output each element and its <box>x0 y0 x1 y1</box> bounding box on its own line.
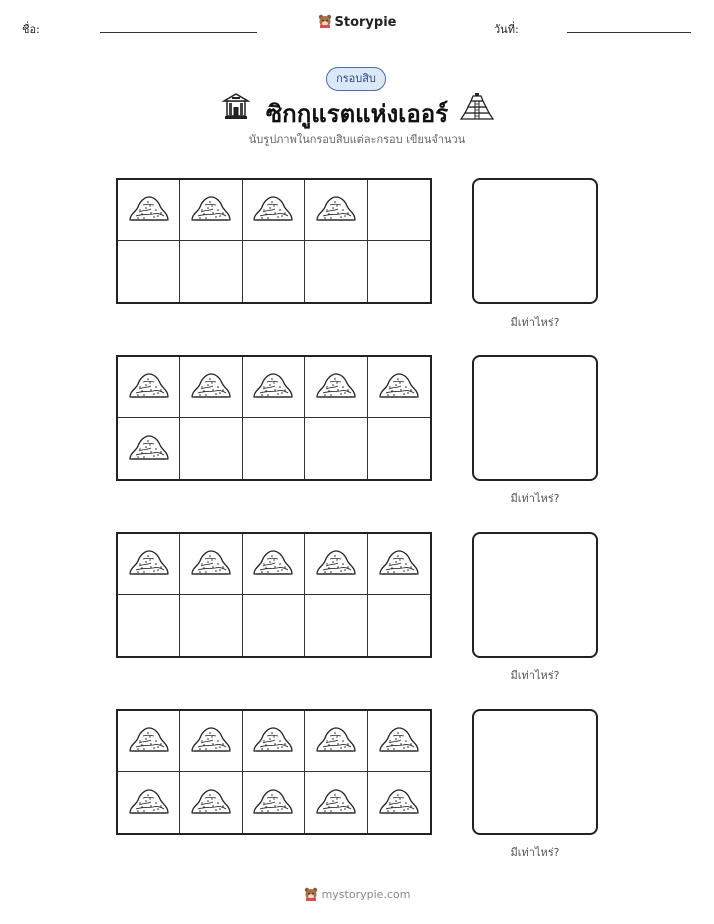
name-label: ชื่อ: <box>22 23 40 36</box>
frame-cell <box>180 180 242 241</box>
frame-cell <box>243 534 305 595</box>
frame-cell <box>305 772 367 833</box>
sand-pile-icon <box>377 785 421 821</box>
frame-cell <box>368 534 430 595</box>
frame-cell <box>368 418 430 479</box>
answer-box-2[interactable] <box>472 355 598 481</box>
sand-pile-icon <box>377 723 421 759</box>
sand-pile-icon <box>314 546 358 582</box>
date-line[interactable] <box>567 32 691 33</box>
frame-cell <box>305 711 367 772</box>
sand-pile-icon <box>189 546 233 582</box>
footer <box>0 887 714 901</box>
sand-pile-icon <box>127 192 171 228</box>
ten-frame-4 <box>116 709 432 835</box>
sand-pile-icon <box>251 785 295 821</box>
frame-cell <box>243 772 305 833</box>
frame-cell <box>368 711 430 772</box>
sand-pile-icon <box>251 546 295 582</box>
frame-cell <box>243 241 305 302</box>
sand-pile-icon <box>251 369 295 405</box>
frame-cell <box>243 357 305 418</box>
sand-pile-icon <box>189 723 233 759</box>
question-label-3: มีเท่าไหร่? <box>510 669 560 682</box>
frame-cell <box>118 241 180 302</box>
sand-pile-icon <box>251 723 295 759</box>
frame-cell <box>180 711 242 772</box>
frame-cell <box>243 711 305 772</box>
bear-logo-icon <box>318 14 332 28</box>
sand-pile-icon <box>251 192 295 228</box>
sand-pile-icon <box>314 723 358 759</box>
answer-box-1[interactable] <box>472 178 598 304</box>
frame-cell <box>243 418 305 479</box>
frame-cell <box>180 534 242 595</box>
question-label-1: มีเท่าไหร่? <box>510 316 560 329</box>
frame-cell <box>368 772 430 833</box>
frame-cell <box>180 241 242 302</box>
frame-cell <box>305 418 367 479</box>
frame-cell <box>118 595 180 656</box>
sand-pile-icon <box>314 369 358 405</box>
brand-logo <box>0 14 714 30</box>
frame-cell <box>118 711 180 772</box>
frame-cell <box>180 772 242 833</box>
answer-box-3[interactable] <box>472 532 598 658</box>
page-title: ซิกกูแรตแห่งเออร์ <box>265 100 449 128</box>
frame-cell <box>305 357 367 418</box>
instructions: นับรูปภาพในกรอบสิบแต่ละกรอบ เขียนจำนวน <box>248 133 466 146</box>
sand-pile-icon <box>127 785 171 821</box>
sand-pile-icon <box>127 431 171 467</box>
frame-cell <box>368 357 430 418</box>
sand-pile-icon <box>127 546 171 582</box>
sand-pile-icon <box>127 369 171 405</box>
sand-pile-icon <box>314 785 358 821</box>
frame-cell <box>118 418 180 479</box>
sand-pile-icon <box>377 546 421 582</box>
topic-badge: กรอบสิบ <box>326 67 386 91</box>
frame-cell <box>118 357 180 418</box>
frame-cell <box>180 418 242 479</box>
frame-cell <box>118 180 180 241</box>
ziggurat-icon <box>460 92 494 120</box>
ten-frame-3 <box>116 532 432 658</box>
sand-pile-icon <box>189 369 233 405</box>
bear-logo-icon <box>304 887 318 901</box>
frame-cell <box>368 595 430 656</box>
sand-pile-icon <box>314 192 358 228</box>
question-label-4: มีเท่าไหร่? <box>510 846 560 859</box>
frame-cell <box>305 534 367 595</box>
sand-pile-icon <box>189 785 233 821</box>
footer-url[interactable]: mystorypie.com <box>321 888 411 901</box>
frame-cell <box>118 772 180 833</box>
answer-box-4[interactable] <box>472 709 598 835</box>
ten-frame-2 <box>116 355 432 481</box>
name-line[interactable] <box>100 32 257 33</box>
frame-cell <box>305 180 367 241</box>
sand-pile-icon <box>189 192 233 228</box>
frame-cell <box>118 534 180 595</box>
sand-pile-icon <box>127 723 171 759</box>
frame-cell <box>243 180 305 241</box>
frame-cell <box>180 595 242 656</box>
frame-cell <box>368 241 430 302</box>
brand-name: Storypie <box>334 15 397 30</box>
frame-cell <box>180 357 242 418</box>
frame-cell <box>305 595 367 656</box>
frame-cell <box>368 180 430 241</box>
date-label: วันที่: <box>494 23 519 36</box>
sand-pile-icon <box>377 369 421 405</box>
frame-cell <box>243 595 305 656</box>
question-label-2: มีเท่าไหร่? <box>510 492 560 505</box>
frame-cell <box>305 241 367 302</box>
ten-frame-1 <box>116 178 432 304</box>
